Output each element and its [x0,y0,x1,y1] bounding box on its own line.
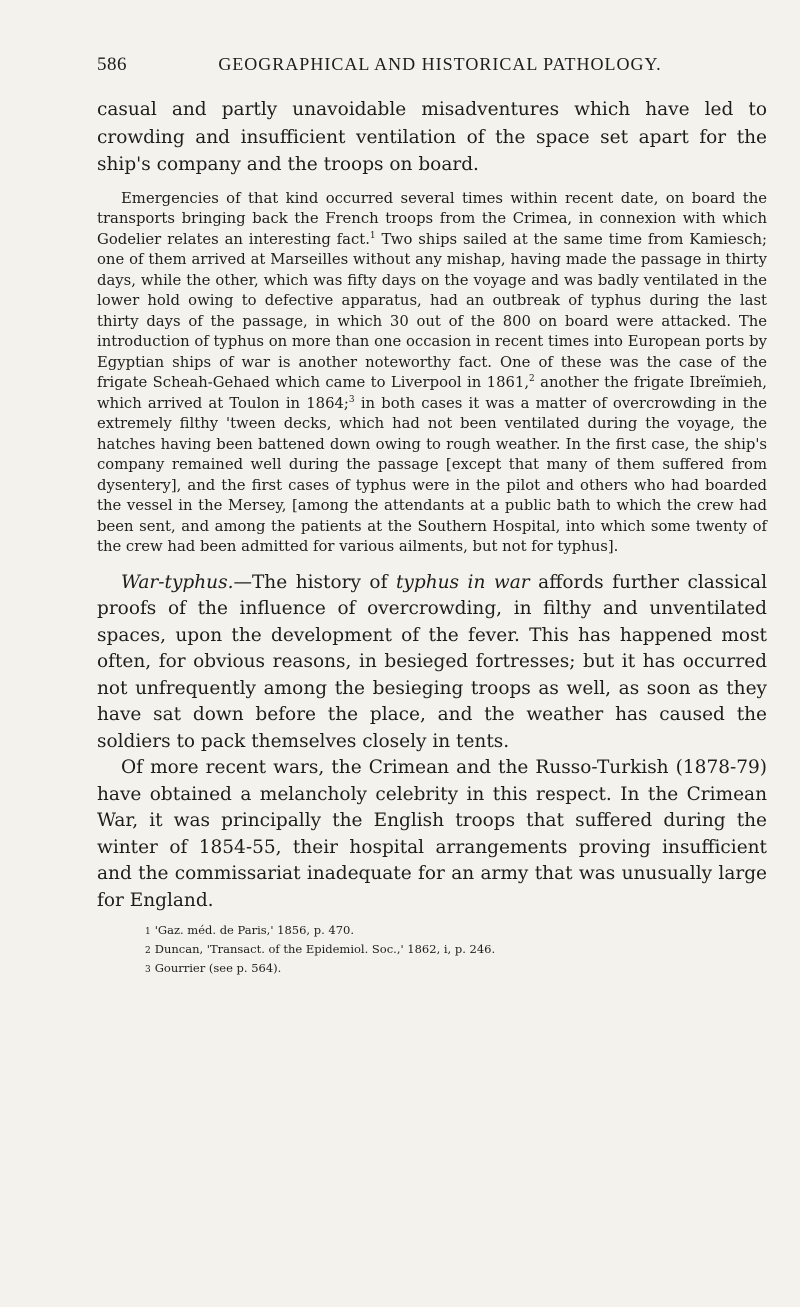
footnote-3 [145,960,767,979]
footnote-text: Gourrier (see p. 564). [154,961,282,975]
footnote-mark: 3 [145,965,151,975]
lead-paragraph: casual and partly unavoidable misadventures which have led to crowding and insufficient ventilation of the space set apart for the ship's company and the troops on board. [97,99,767,175]
footnote-text: 'Gaz. méd. de Paris,' 1856, p. 470. [154,923,354,937]
footnote-text: Duncan, 'Transact. of the Epidemiol. Soc.,' 1862, i, p. 246. [154,942,496,956]
footnote-ref-3: 3 [348,394,355,405]
paragraph-text: —The history of [233,571,396,593]
running-title: GEOGRAPHICAL AND HISTORICAL PATHOLOGY. [218,54,662,74]
book-page [97,54,767,979]
paragraph-text: Emergencies of that kind occurred several times within recent date, on board the transports bringing back the French troops from the Crimea, in connexion with which Godelier relates an interesting fact. [97,189,767,248]
footnote-2 [145,941,767,960]
footnote-mark: 1 [145,927,151,937]
page-number: 586 [97,54,127,75]
paragraph-recent-wars: Of more recent wars, the Crimean and the Russo-Turkish (1878-79) have obtained a melancholy celebrity in this respect. In the Crimean War, it was principally the English troops that suffered during the winter of 1854-55, their hospital arrangements proving insufficient and the commissariat inadequate for an army that was unusually large for England. [97,757,767,911]
italic-phrase: typhus in war [395,571,530,593]
footnote-1 [145,922,767,941]
paragraph-text: affords further classical proofs of the influence of overcrowding, in filthy and unventilated spaces, upon the development of the fever. This has happened most often, for obvious reasons, in besieged fortresses; but it has occurred not unfrequently among the besieging troops as well, as soon as they have sat down before the place, and the weather has caused the soldiers to pack themselves closely in tents. [97,571,768,752]
running-head [97,54,767,76]
footnote-ref-1: 1 [369,230,376,241]
paragraph-war-typhus [97,570,767,756]
section-heading: War-typhus. [121,571,234,593]
footnote-ref-2: 2 [529,374,535,385]
paragraph-emergencies [97,189,767,558]
footnote-mark: 2 [145,946,151,956]
paragraph-text: Two ships sailed at the same time from Kamiesch; one of them arrived at Marseilles without any mishap, having made the passage in thirty days, while the other, which was fifty days on the voyage and was badly ventilated in the lower hold owing to defective apparatus, had an outbreak of typhus during the last thirty days of the passage, in which 30 out of the 800 on board were attacked. The introduction of typhus on more than one occasion in recent times into European ports by Egyptian ships of war is another noteworthy fact. One of these was the case of the frigate Scheah-Gehaed which came to Liverpool in 1861, [97,230,767,391]
paragraph-text: another the frigate Ibreïmieh, which arrived at Toulon in 1864; [97,374,768,412]
footnotes [97,922,767,979]
paragraph-text: in both cases it was a matter of overcrowding in the extremely filthy 'tween decks, which had not been ventilated during the voyage, the hatches having been battened down owing to rough weather. In the first case, the ship's company remained well during the passage [except that many of them suffered from dysentery], and the first cases of typhus were in the pilot and others who had boarded the vessel in the Mersey, [among the attendants at a public bath to which the crew had been sent, and among the patients at the Southern Hospital, into which some twenty of the crew had been admitted for various ailments, but not for typhus]. [97,394,767,555]
